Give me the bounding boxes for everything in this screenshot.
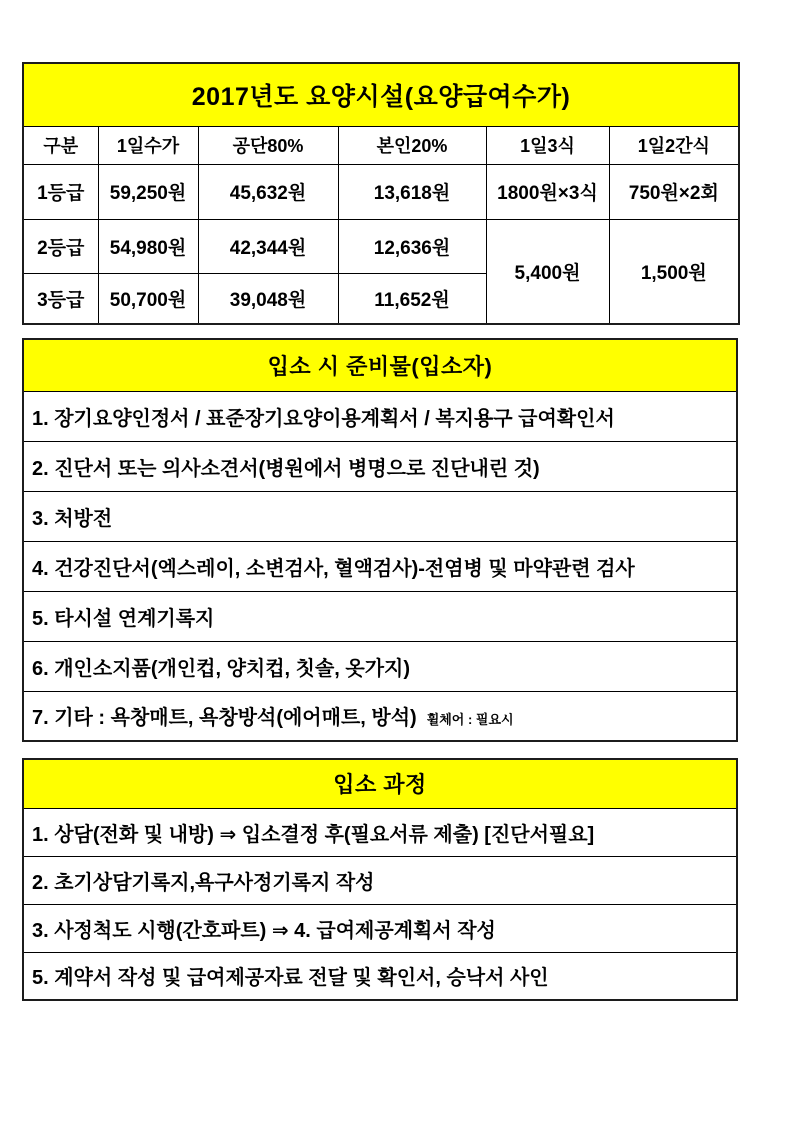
col-header-self-20: 본인20% xyxy=(338,126,486,164)
process-title: 입소 과정 xyxy=(23,759,737,808)
list-item xyxy=(23,904,737,952)
process-step-5: 5. 계약서 작성 및 급여제공자료 전달 및 확인서, 승낙서 사인 xyxy=(23,952,737,1000)
fee-table-title: 2017년도 요양시설(요양급여수가) xyxy=(23,63,739,126)
grade-1-self: 13,618원 xyxy=(338,164,486,219)
prep-item-7 xyxy=(23,691,737,741)
col-header-meals: 1일3식 xyxy=(486,126,609,164)
process-title-row xyxy=(23,759,737,808)
process-step-3: 3. 사정척도 시행(간호파트) ⇒ 4. 급여제공계획서 작성 xyxy=(23,904,737,952)
grade-3-rate: 50,700원 xyxy=(98,273,198,324)
process-table xyxy=(22,758,738,1001)
merged-meal-cell: 5,400원 xyxy=(486,219,609,324)
grade-3-self: 11,652원 xyxy=(338,273,486,324)
grade-2-self: 12,636원 xyxy=(338,219,486,273)
col-header-daily-rate: 1일수가 xyxy=(98,126,198,164)
table-row xyxy=(23,164,739,219)
grade-2-corp: 42,344원 xyxy=(198,219,338,273)
prep-item-2: 2. 진단서 또는 의사소견서(병원에서 병명으로 진단내린 것) xyxy=(23,441,737,491)
list-item xyxy=(23,691,737,741)
list-item xyxy=(23,491,737,541)
fee-table-title-row xyxy=(23,63,739,126)
prep-item-5: 5. 타시설 연계기록지 xyxy=(23,591,737,641)
grade-1-meal: 1800원×3식 xyxy=(486,164,609,219)
process-step-1: 1. 상담(전화 및 내방) ⇒ 입소결정 후(필요서류 제출) [진단서필요] xyxy=(23,808,737,856)
grade-1-label: 1등급 xyxy=(23,164,98,219)
grade-3-corp: 39,048원 xyxy=(198,273,338,324)
process-step-2: 2. 초기상담기록지,욕구사정기록지 작성 xyxy=(23,856,737,904)
prep-item-6: 6. 개인소지품(개인컵, 양치컵, 칫솔, 옷가지) xyxy=(23,641,737,691)
col-header-category: 구분 xyxy=(23,126,98,164)
merged-snack-cell: 1,500원 xyxy=(609,219,739,324)
list-item xyxy=(23,808,737,856)
preparation-title: 입소 시 준비물(입소자) xyxy=(23,339,737,391)
fee-table-header-row xyxy=(23,126,739,164)
prep-item-7-note: 휠체어 : 필요시 xyxy=(426,712,514,728)
grade-1-corp: 45,632원 xyxy=(198,164,338,219)
grade-3-label: 3등급 xyxy=(23,273,98,324)
grade-1-rate: 59,250원 xyxy=(98,164,198,219)
prep-item-4: 4. 건강진단서(엑스레이, 소변검사, 혈액검사)-전염병 및 마약관련 검사 xyxy=(23,541,737,591)
list-item xyxy=(23,441,737,491)
list-item xyxy=(23,591,737,641)
grade-1-snack: 750원×2회 xyxy=(609,164,739,219)
table-row xyxy=(23,219,739,273)
prep-item-3: 3. 처방전 xyxy=(23,491,737,541)
col-header-snacks: 1일2간식 xyxy=(609,126,739,164)
grade-2-rate: 54,980원 xyxy=(98,219,198,273)
preparation-table xyxy=(22,338,738,742)
grade-2-label: 2등급 xyxy=(23,219,98,273)
list-item xyxy=(23,541,737,591)
list-item xyxy=(23,856,737,904)
prep-item-1: 1. 장기요양인정서 / 표준장기요양이용계획서 / 복지용구 급여확인서 xyxy=(23,391,737,441)
list-item xyxy=(23,952,737,1000)
fee-table xyxy=(22,62,740,325)
col-header-corp-80: 공단80% xyxy=(198,126,338,164)
preparation-title-row xyxy=(23,339,737,391)
list-item xyxy=(23,641,737,691)
list-item xyxy=(23,391,737,441)
prep-item-7-text: 7. 기타 : 욕창매트, 욕창방석(에어매트, 방석) xyxy=(32,707,417,730)
